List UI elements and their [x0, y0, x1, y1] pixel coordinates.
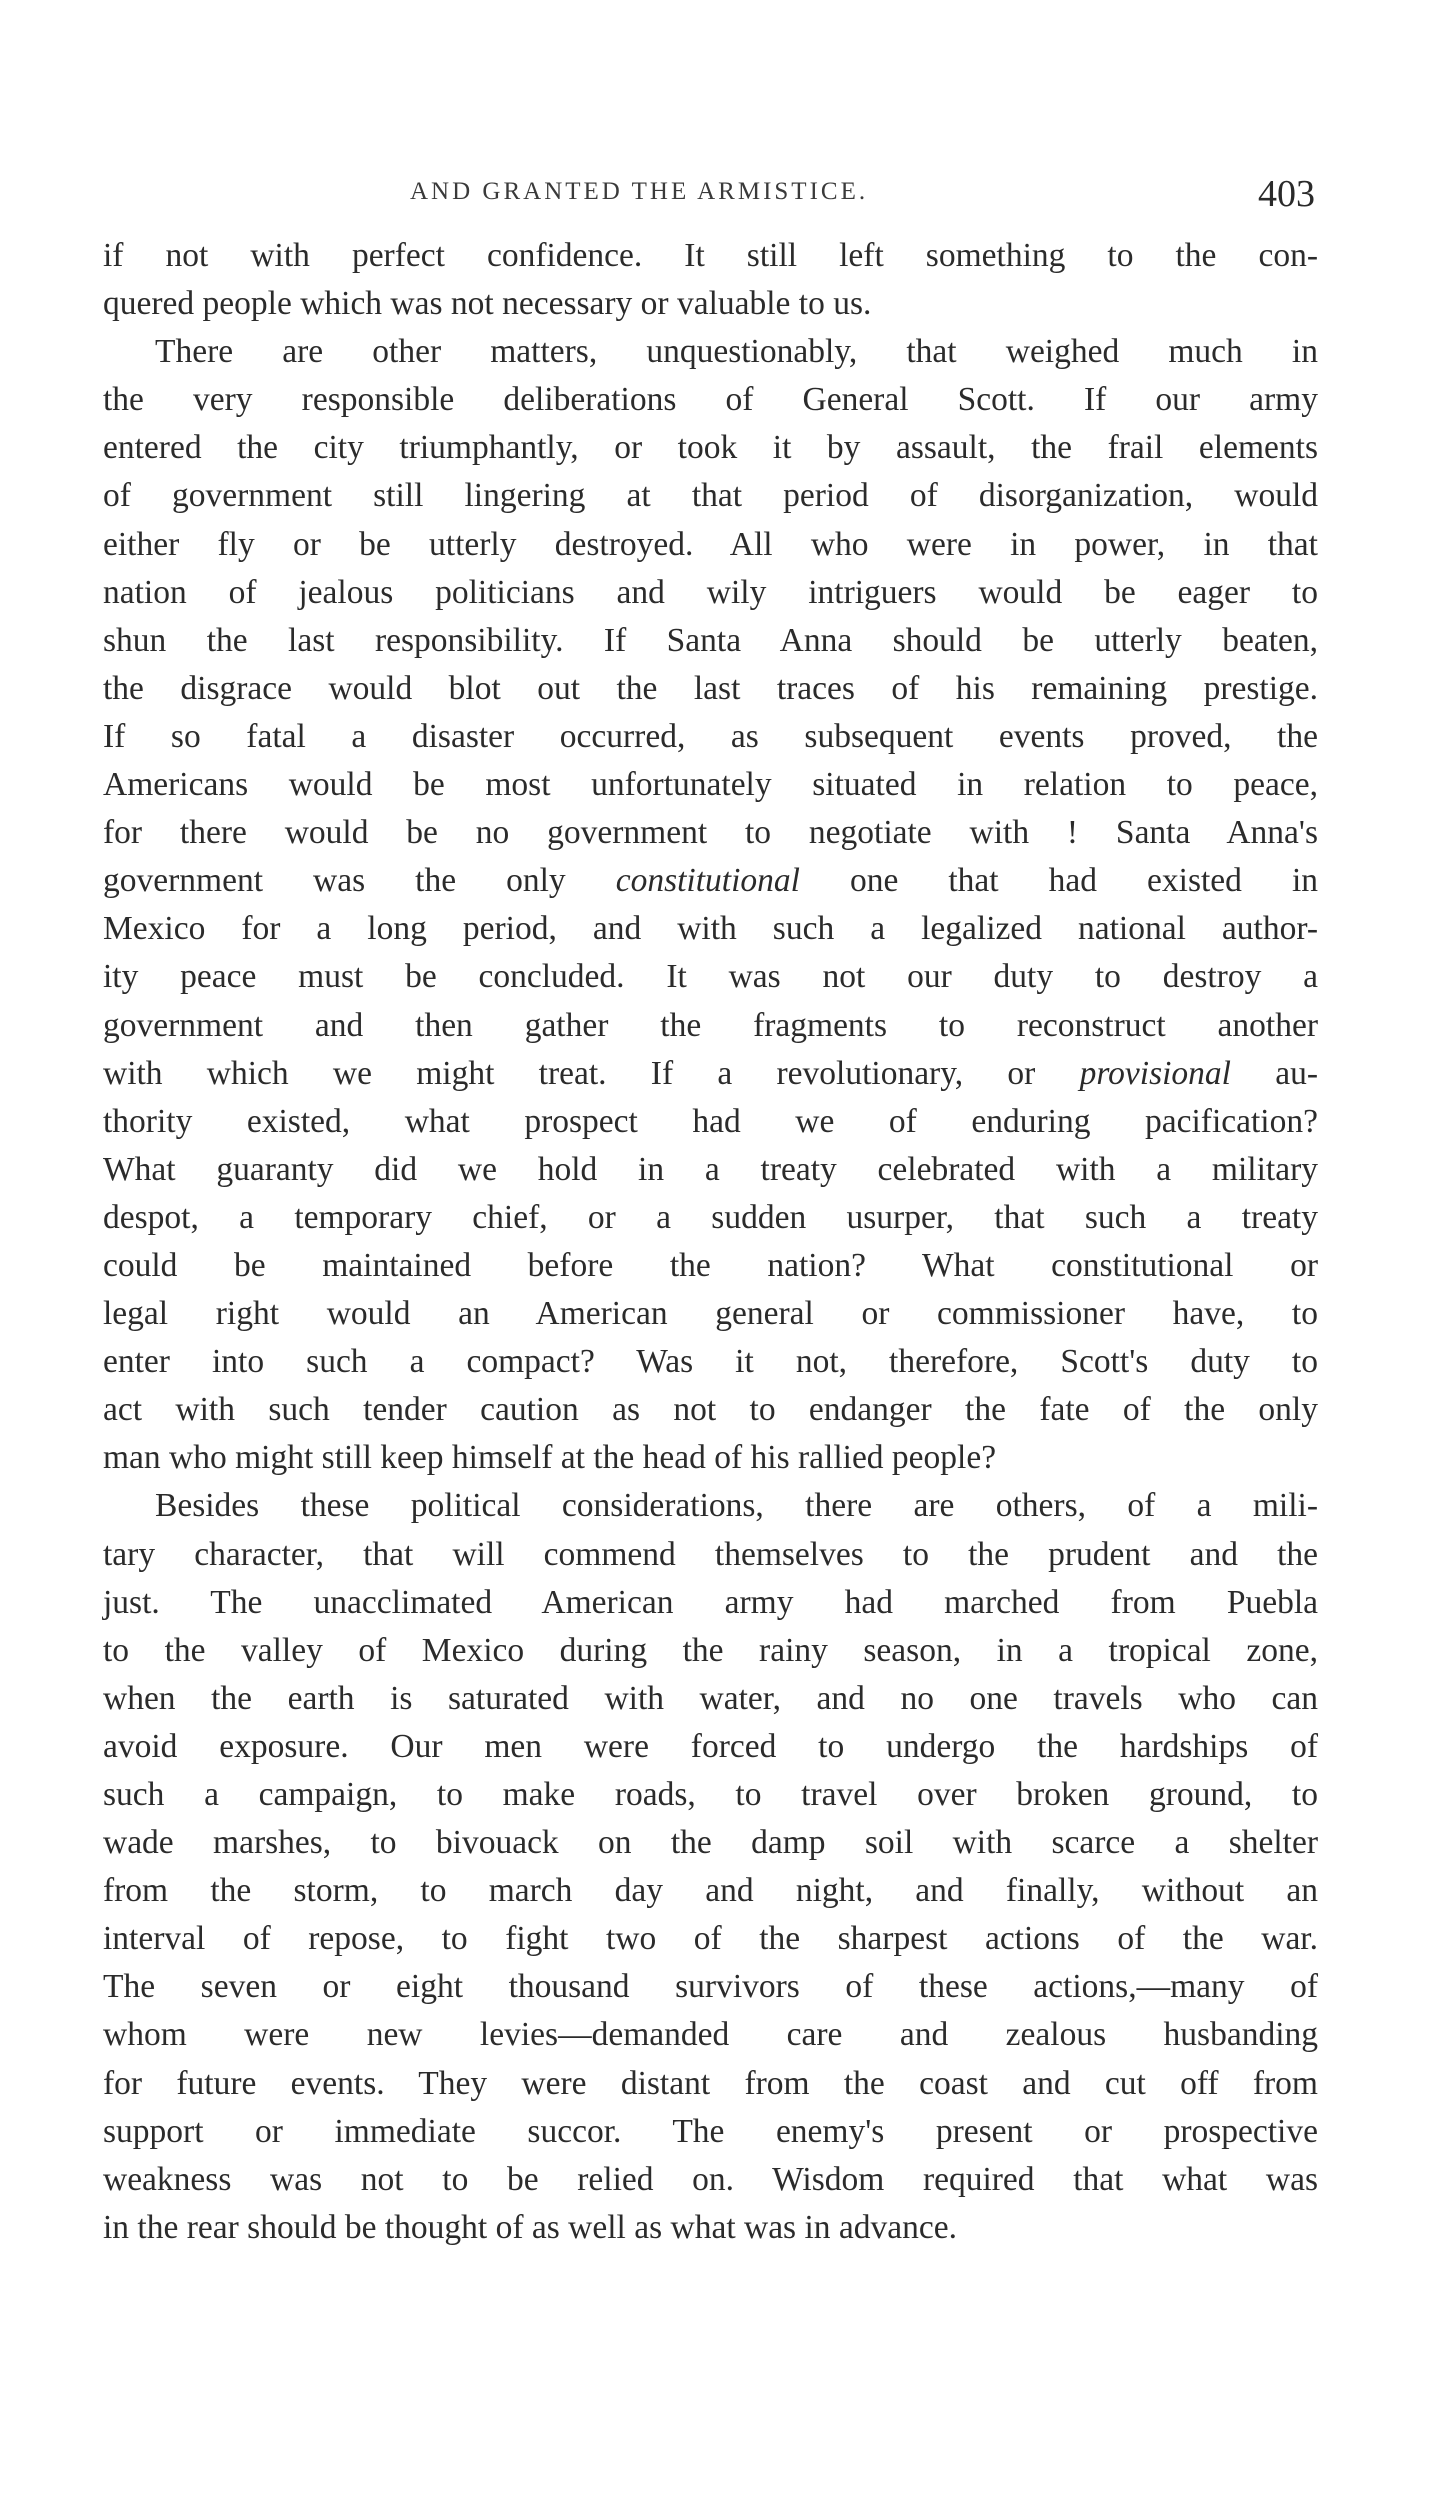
text-run: one that had existed in	[799, 862, 1319, 900]
page-number: 403	[1258, 173, 1315, 215]
text-line: whom were new levies—demanded care and zealous husbanding	[103, 2016, 1318, 2054]
text-line: the very responsible deliberations of General Scott. If our army	[103, 381, 1318, 419]
text-line: either fly or be utterly destroyed. All who were in power, in that	[103, 525, 1318, 563]
text-run: au-	[1230, 1054, 1318, 1092]
text-line	[103, 857, 1318, 905]
text-line: despot, a temporary chief, or a sudden usurper, that such a treaty	[103, 1198, 1318, 1236]
text-line: man who might still keep himself at the head of his rallied people?	[103, 1439, 997, 1477]
text-line: of government still lingering at that period of disorganization, would	[103, 477, 1318, 515]
text-line: Mexico for a long period, and with such a legalized national author-	[103, 910, 1318, 948]
text-line: weakness was not to be relied on. Wisdom required that what was	[103, 2160, 1318, 2198]
text-line: tary character, that will commend themselves to the prudent and the	[103, 1535, 1318, 1573]
text-line: the disgrace would blot out the last traces of his remaining prestige.	[103, 669, 1318, 707]
italic-term: provisional	[1079, 1054, 1231, 1092]
text-line: There are other matters, unquestionably, that weighed much in	[155, 333, 1318, 371]
text-line: entered the city triumphantly, or took it by assault, the frail elements	[103, 429, 1318, 467]
text-line: legal right would an American general or commissioner have, to	[103, 1295, 1318, 1333]
text-line: What guaranty did we hold in a treaty celebrated with a military	[103, 1150, 1318, 1188]
text-run: with which we might treat. If a revolutionary, or	[103, 1054, 1080, 1092]
running-title: AND GRANTED THE ARMISTICE.	[410, 178, 869, 205]
text-line: for future events. They were distant from the coast and cut off from	[103, 2064, 1318, 2102]
text-line: support or immediate succor. The enemy's present or prospective	[103, 2112, 1318, 2150]
text-line: Americans would be most unfortunately situated in relation to peace,	[103, 766, 1318, 804]
text-line: wade marshes, to bivouack on the damp soil with scarce a shelter	[103, 1824, 1318, 1862]
text-line: quered people which was not necessary or valuable to us.	[103, 285, 872, 323]
text-line: enter into such a compact? Was it not, therefore, Scott's duty to	[103, 1343, 1318, 1381]
text-line: just. The unacclimated American army had marched from Puebla	[103, 1583, 1318, 1621]
italic-term: constitutional	[615, 862, 800, 900]
text-line	[103, 1050, 1318, 1098]
text-line: thority existed, what prospect had we of enduring pacification?	[103, 1102, 1318, 1140]
text-line: ity peace must be concluded. It was not our duty to destroy a	[103, 958, 1318, 996]
text-line: act with such tender caution as not to endanger the fate of the only	[103, 1391, 1318, 1429]
text-line: such a campaign, to make roads, to travel over broken ground, to	[103, 1776, 1318, 1813]
text-line: If so fatal a disaster occurred, as subsequent events proved, the	[103, 717, 1318, 755]
text-line: Besides these political considerations, there are others, of a mili-	[155, 1487, 1318, 1525]
text-line: The seven or eight thousand survivors of these actions,—many of	[103, 1968, 1318, 2006]
text-line: in the rear should be thought of as well as what was in advance.	[103, 2208, 958, 2246]
text-line: shun the last responsibility. If Santa Anna should be utterly beaten,	[103, 621, 1318, 659]
text-line: when the earth is saturated with water, and no one travels who can	[103, 1679, 1318, 1717]
text-line: government and then gather the fragments to reconstruct another	[103, 1006, 1318, 1044]
text-line: from the storm, to march day and night, and finally, without an	[103, 1872, 1318, 1910]
text-line: to the valley of Mexico during the rainy season, in a tropical zone,	[103, 1631, 1318, 1669]
body-text	[103, 232, 1318, 2252]
running-head	[105, 172, 1315, 222]
text-line: for there would be no government to negotiate with ! Santa Anna's	[103, 814, 1318, 852]
text-run: government was the only	[103, 862, 616, 900]
text-line: interval of repose, to fight two of the sharpest actions of the war.	[103, 1920, 1318, 1958]
text-line: if not with perfect confidence. It still left something to the con-	[103, 237, 1318, 274]
text-line: nation of jealous politicians and wily intriguers would be eager to	[103, 573, 1318, 611]
text-line: avoid exposure. Our men were forced to undergo the hardships of	[103, 1727, 1318, 1765]
text-line: could be maintained before the nation? What constitutional or	[103, 1246, 1318, 1284]
